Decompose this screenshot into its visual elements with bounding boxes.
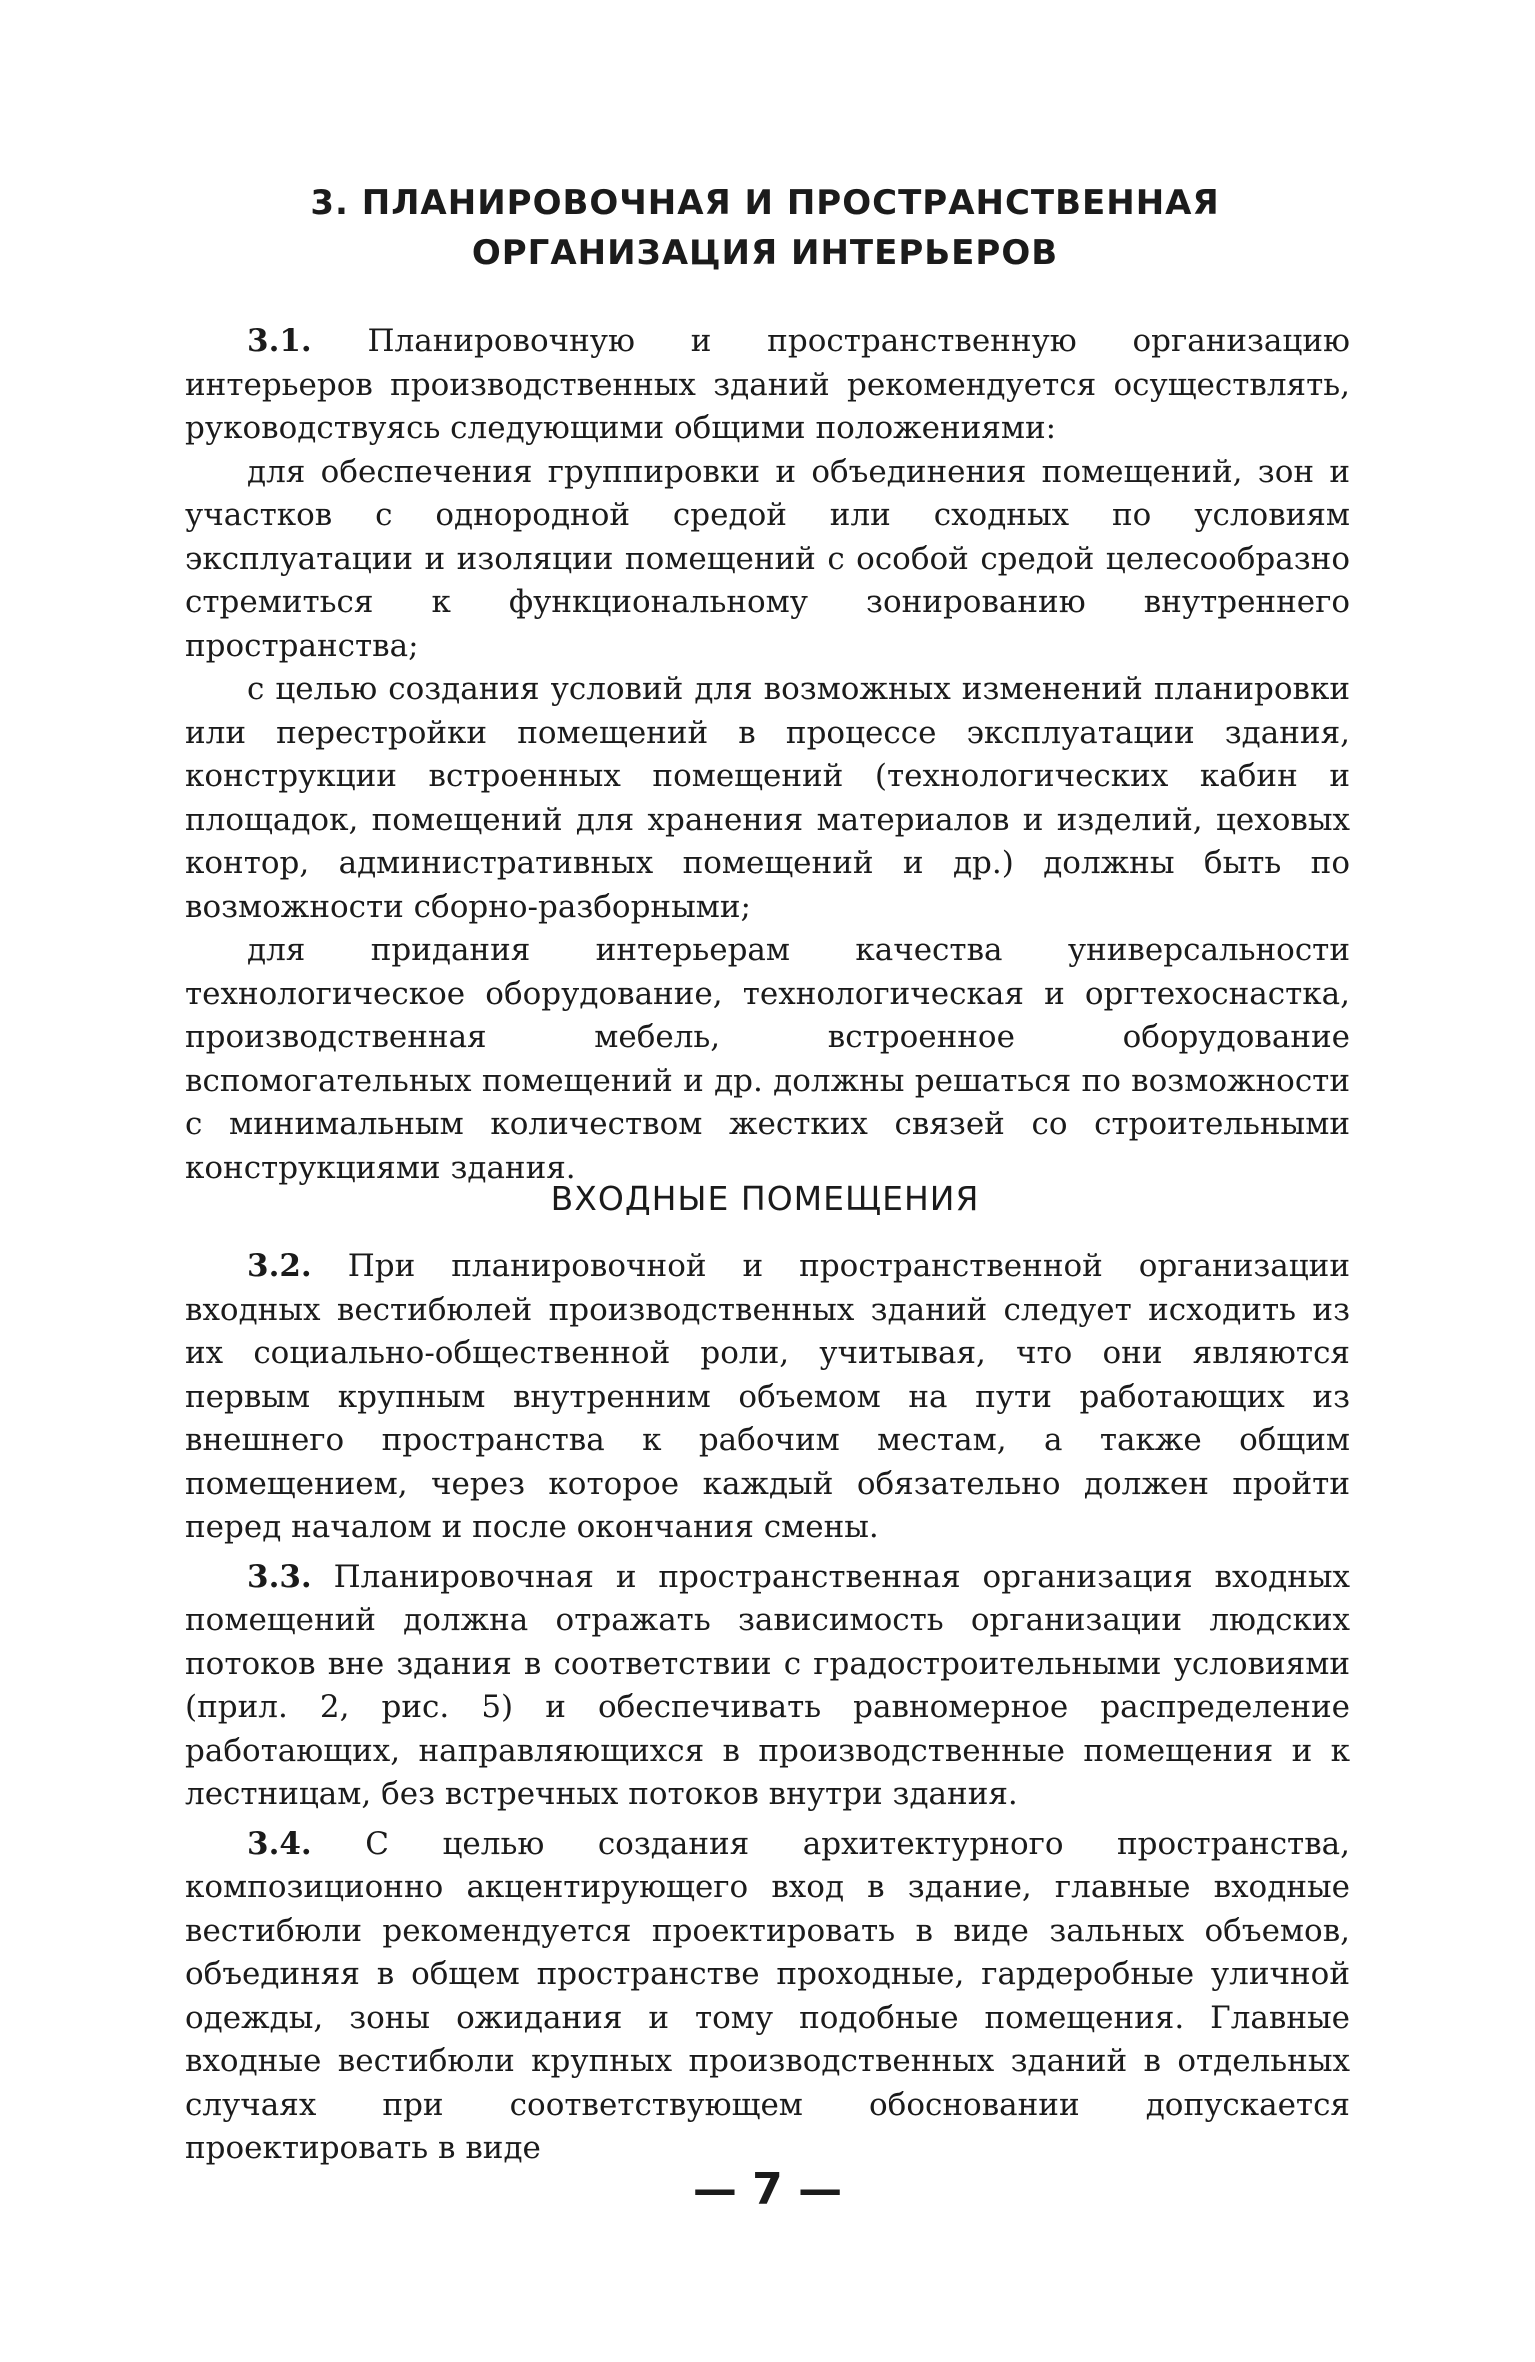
section-number: 3.3. <box>247 1558 312 1595</box>
paragraph-3-1-intro <box>185 320 1350 451</box>
paragraph-3-3 <box>185 1556 1350 1817</box>
section-number: 3.2. <box>247 1248 312 1284</box>
page-number: — 7 — <box>692 2164 843 2215</box>
paragraph-3-4 <box>185 1823 1350 2171</box>
paragraph-3-1-item-3: для придания интерьерам качества универсальности технологическое оборудование, технологическая и оргтехоснастка, производственная мебель, встроенное оборудование вспомогательных помещений и др. должны решаться по возможности с минимальным количеством жестких связей со строительными конструкциями здания. <box>185 932 1350 1186</box>
section-subtitle: ВХОДНЫЕ ПОМЕЩЕНИЯ <box>550 1179 980 1218</box>
section-number: 3.1. <box>247 323 312 359</box>
section-3-1 <box>185 320 1350 1190</box>
paragraph-text: Планировочную и пространственную организацию интерьеров производственных зданий рекомендуется осуществлять, руководствуясь следующими общими положениями: <box>185 323 1350 446</box>
title-line-2: ОРГАНИЗАЦИЯ ИНТЕРЬЕРОВ <box>471 233 1059 273</box>
paragraph-3-1-item-1: для обеспечения группировки и объединения помещений, зон и участков с однородной средой или сходных по условиям эксплуатации и изоляции помещений с особой средой целесообразно стремиться к функциональному зонированию внутреннего пространства; <box>185 453 1350 664</box>
paragraph-text: При планировочной и пространственной организации входных вестибюлей производственных зданий следует исходить из их социально-общественной роли, учитывая, что они являются первым крупным внутренним объемом на пути работающих из внешнего пространства к рабочим местам, а также общим помещением, через которое каждый обязательно должен пройти перед началом и после окончания смены. <box>185 1248 1350 1545</box>
section-number: 3.4. <box>247 1825 312 1862</box>
sections-3-2-to-3-4 <box>185 1245 1350 2171</box>
paragraph-text: С целью создания архитектурного пространства, композиционно акцентирующего вход в здание, главные входные вестибюли рекомендуется проектировать в виде зальных объемов, объединяя в общем пространстве проходные, гардеробные уличной одежды, зоны ожидания и тому подобные помещения. Главные входные вестибюли крупных производственных зданий в отдельных случаях при соответствующем обосновании допускается проектировать в виде <box>185 1825 1350 2166</box>
paragraph-3-1-item-2: с целью создания условий для возможных изменений планировки или перестройки помещений в процессе эксплуатации здания, конструкции встроенных помещений (технологических кабин и площадок, помещений для хранения материалов и изделий, цеховых контор, административных помещений и др.) должны быть по возможности сборно-разборными; <box>185 671 1350 925</box>
title-line-1: 3. ПЛАНИРОВОЧНАЯ И ПРОСТРАНСТВЕННАЯ <box>310 183 1220 223</box>
page-title <box>180 178 1350 278</box>
paragraph-text: Планировочная и пространственная организация входных помещений должна отражать зависимость организации людских потоков вне здания в соответствии с градостроительными условиями (прил. 2, рис. 5) и обеспечивать равномерное распределение работающих, направляющихся в производственные помещения и к лестницам, без встречных потоков внутри здания. <box>185 1558 1351 1812</box>
paragraph-3-2 <box>185 1245 1350 1550</box>
